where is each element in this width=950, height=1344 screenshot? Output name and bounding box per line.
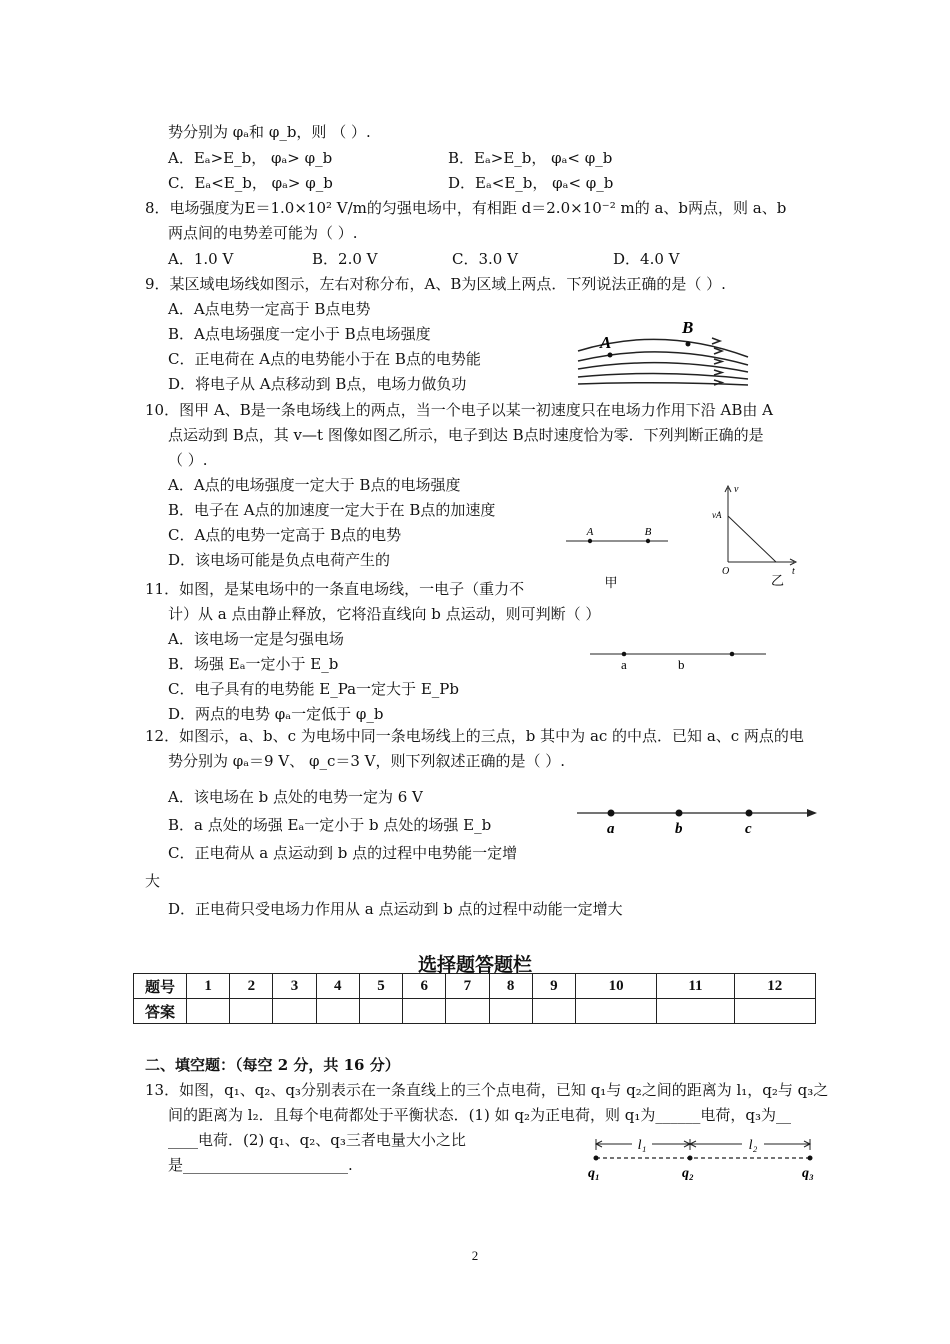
answer-cell[interactable] <box>575 999 656 1024</box>
q13-label-l2: l₂ <box>748 1138 758 1153</box>
q12-option-b: B．a 点处的场强 Eₐ一定小于 b 点处的场强 E_b <box>168 816 492 834</box>
q13-stem-line3: ____电荷．(2) q₁、q₂、q₃三者电量大小之比 <box>168 1131 466 1149</box>
answer-cell[interactable] <box>273 999 316 1024</box>
q12-stem-line2: 势分别为 φₐ＝9 V、 φ_c＝3 V，则下列叙述正确的是（ ）. <box>168 752 566 770</box>
q8-option-a: A．1.0 V <box>168 250 234 268</box>
answer-cell[interactable] <box>316 999 359 1024</box>
q13-stem-line1: 13．如图，q₁、q₂、q₃分别表示在一条直线上的三个点电荷，已知 q₁与 q₂之间的距离为 l₁，q₂与 q₃之 <box>145 1081 829 1099</box>
answer-table-title: 选择题答题栏 <box>417 954 532 976</box>
q12-field-line-figure <box>575 800 825 840</box>
q10-option-a: A．A点的电场强度一定大于 B点的电场强度 <box>168 476 461 494</box>
q7-option-a: A．Eₐ>E_b， φₐ> φ_b <box>168 149 333 167</box>
q10-stem-line3: （ ）. <box>168 451 208 469</box>
q9-stem: 9．某区域电场线如图示，左右对称分布，A、B为区域上两点．下列说法正确的是（ ）. <box>145 275 726 293</box>
q10-option-c: C．A点的电势一定高于 B点的电势 <box>168 526 402 544</box>
number-cell: 9 <box>532 974 575 999</box>
q7-stem-cont: 势分别为 φₐ和 φ_b，则 （ ）. <box>168 123 371 141</box>
number-cell: 6 <box>403 974 446 999</box>
q12-option-c-line1: C．正电荷从 a 点运动到 b 点的过程中电势能一定增 <box>168 844 518 862</box>
number-cell: 7 <box>446 974 489 999</box>
q7-option-b: B．Eₐ>E_b， φₐ< φ_b <box>448 149 613 167</box>
row-label-number: 题号 <box>134 974 187 999</box>
yi-caption: 乙 <box>771 573 785 588</box>
answer-cell[interactable] <box>532 999 575 1024</box>
q9-option-d: D．将电子从 A点移动到 B点，电场力做负功 <box>168 375 467 393</box>
q12-label-a: a <box>607 821 615 837</box>
row-label-answer: 答案 <box>134 999 187 1024</box>
q10-figures <box>560 480 810 595</box>
label-a: A <box>600 333 612 352</box>
point-b <box>686 342 691 347</box>
jia-caption: 甲 <box>604 575 618 590</box>
q12-option-a: A．该电场在 b 点处的电势一定为 6 V <box>168 788 423 806</box>
number-cell: 11 <box>657 974 734 999</box>
q12-stem-line1: 12．如图示，a、b、c 为电场中同一条电场线上的三点，b 其中为 ac 的中点．已知 a、c 两点的电 <box>145 727 804 745</box>
answer-cell[interactable] <box>489 999 532 1024</box>
yi-t-label: t <box>792 566 795 577</box>
jia-label-b: B <box>644 526 652 538</box>
q11-option-a: A．该电场一定是匀强电场 <box>168 630 344 648</box>
q11-stem-line2: 计）从 a 点由静止释放，它将沿直线向 b 点运动，则可判断（ ） <box>168 605 601 623</box>
q8-stem-line1: 8．电场强度为E＝1.0×10² V/m的匀强电场中，有相距 d＝2.0×10⁻² m的 a、b两点，则 a、b <box>145 199 787 217</box>
q8-option-d: D．4.0 V <box>613 250 680 268</box>
answer-cell[interactable] <box>403 999 446 1024</box>
q8-option-b: B．2.0 V <box>312 250 378 268</box>
q10-option-b: B．电子在 A点的加速度一定大于在 B点的加速度 <box>168 501 496 519</box>
q7-option-c: C．Eₐ<E_b， φₐ> φ_b <box>168 174 333 192</box>
q13-label-q2: q₂ <box>682 1166 694 1181</box>
q12-option-d: D．正电荷只受电场力作用从 a 点运动到 b 点的过程中动能一定增大 <box>168 900 623 918</box>
q10-stem-line2: 点运动到 B点，其 v—t 图像如图乙所示，电子到达 B点时速度恰为零．下列判断正确的是 <box>168 426 764 444</box>
q9-option-c: C．正电荷在 A点的电势能小于在 B点的电势能 <box>168 350 481 368</box>
yi-v-label: v <box>734 484 739 495</box>
q11-option-b: B．场强 Eₐ一定小于 E_b <box>168 655 339 673</box>
number-cell: 10 <box>575 974 656 999</box>
yi-origin-label: O <box>722 566 730 577</box>
jia-label-a: A <box>586 526 594 538</box>
q12-option-c-line2: 大 <box>145 872 161 890</box>
q11-option-d: D．两点的电势 φₐ一定低于 φ_b <box>168 705 384 723</box>
q13-label-l1: l₁ <box>637 1138 647 1153</box>
q13-charges-figure <box>584 1128 829 1184</box>
number-cell: 12 <box>734 974 815 999</box>
q8-option-c: C．3.0 V <box>452 250 518 268</box>
q10-stem-line1: 10．图甲 A、B是一条电场线上的两点，当一个电子以某一初速度只在电场力作用下沿 AB由 A <box>145 401 773 419</box>
section2-heading: 二、填空题：（每空 2 分，共 16 分） <box>145 1056 400 1074</box>
q13-stem-line2: 间的距离为 l₂．且每个电荷都处于平衡状态．(1) 如 q₂为正电荷，则 q₁为______电荷，q₃为__ <box>168 1106 791 1124</box>
answer-cell[interactable] <box>734 999 815 1024</box>
q9-option-b: B．A点电场强度一定小于 B点电场强度 <box>168 325 431 343</box>
q11-field-line-figure <box>588 644 770 674</box>
answer-cell[interactable] <box>359 999 402 1024</box>
q13-stem-line4: 是______________________. <box>168 1156 353 1174</box>
answer-cell[interactable] <box>446 999 489 1024</box>
number-cell: 3 <box>273 974 316 999</box>
number-cell: 4 <box>316 974 359 999</box>
answer-cell[interactable] <box>187 999 230 1024</box>
number-cell: 2 <box>230 974 273 999</box>
q13-label-q3: q₃ <box>802 1166 814 1181</box>
number-cell: 1 <box>187 974 230 999</box>
answer-cell[interactable] <box>230 999 273 1024</box>
q13-label-q1: q₁ <box>588 1166 600 1181</box>
q12-label-b: b <box>675 821 683 837</box>
q11-label-b: b <box>678 657 685 672</box>
q12-label-c: c <box>745 821 752 837</box>
q11-label-a: a <box>621 657 627 672</box>
q11-option-c: C．电子具有的电势能 E_Pa一定大于 E_Pb <box>168 680 459 698</box>
answer-cell[interactable] <box>657 999 734 1024</box>
label-b: B <box>682 318 694 337</box>
q9-option-a: A．A点电势一定高于 B点电势 <box>168 300 371 318</box>
number-cell: 8 <box>489 974 532 999</box>
q11-stem-line1: 11．如图，是某电场中的一条直电场线，一电子（重力不 <box>145 580 525 598</box>
yi-va-label: vA <box>712 510 722 520</box>
q7-option-d: D．Eₐ<E_b， φₐ< φ_b <box>448 174 614 192</box>
q8-stem-line2: 两点间的电势差可能为（ ）. <box>168 224 358 242</box>
q9-field-lines-figure <box>572 315 754 391</box>
page-number: 2 <box>471 1248 479 1263</box>
answer-table-number-row <box>134 974 816 999</box>
point-a <box>608 353 613 358</box>
answer-table <box>133 973 816 1024</box>
q10-option-d: D．该电场可能是负点电荷产生的 <box>168 551 391 569</box>
answer-table-answer-row <box>134 999 816 1024</box>
number-cell: 5 <box>359 974 402 999</box>
